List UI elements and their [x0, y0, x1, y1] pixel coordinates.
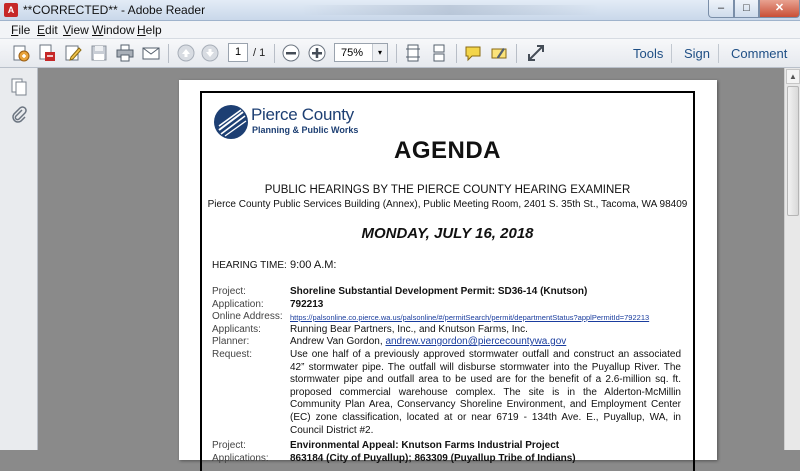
scrollbar-thumb[interactable]: [787, 86, 799, 216]
project-label: Project:: [212, 286, 246, 297]
pdf-page[interactable]: [179, 80, 717, 464]
agenda-frame: [200, 91, 695, 471]
hearing-subheading: PUBLIC HEARINGS BY THE PIERCE COUNTY HEARING EXAMINER: [264, 184, 631, 196]
hearing-date: MONDAY, JULY 16, 2018: [361, 225, 534, 242]
menu-view[interactable]: View: [63, 23, 89, 37]
save-icon[interactable]: [89, 43, 109, 63]
page-number-input[interactable]: 1: [228, 43, 248, 62]
toolbar: [0, 39, 800, 68]
application-value: 792213: [290, 299, 324, 310]
fit-page-icon[interactable]: [403, 43, 423, 63]
toolbar-separator: [456, 44, 457, 63]
sign-pane-button[interactable]: Sign: [684, 46, 711, 61]
toolbar-separator: [718, 44, 719, 63]
planner-label: Planner:: [212, 336, 250, 347]
navigation-pane: [0, 68, 38, 450]
export-icon[interactable]: [37, 43, 57, 63]
chevron-down-icon[interactable]: ▾: [372, 44, 387, 61]
zoom-out-icon[interactable]: [281, 43, 301, 63]
adobe-reader-app-icon: A: [4, 3, 18, 17]
document-area[interactable]: [38, 68, 800, 464]
scroll-up-icon[interactable]: ▲: [786, 69, 800, 84]
page-total: / 1: [253, 47, 266, 59]
toolbar-separator: [168, 44, 169, 63]
request-text: Use one half of a previously approved stormwater outfall and construct an associated 42” stormwater pipe. The outfall will disburse stormwater into the Puyallup River. The stormwater pipe and outfall area to be used are for the benefit of a 2.6-million sq. ft. proposed commercial warehouse complex. The site is in the Alderton-McMillin Community Plan Area, Conservancy Shoreline Environment, and Employment Center (EC) zone classification, located at or near 6719 - 134th Ave. E., Puyallup, WA, in Council District #2.: [290, 349, 681, 436]
application-label: Application:: [212, 299, 264, 310]
toolbar-separator: [274, 44, 275, 63]
vertical-scrollbar[interactable]: [784, 68, 800, 450]
online-address-link[interactable]: https://palsonline.co.pierce.wa.us/palsonline/#/permitSearch/permit/departmentStatus?applPermitId=792213: [290, 313, 650, 322]
fullscreen-icon[interactable]: [526, 43, 546, 63]
next-page-icon[interactable]: [200, 43, 220, 63]
menu-window[interactable]: Window: [92, 23, 135, 37]
project-value-2: Environmental Appeal: Knutson Farms Industrial Project: [290, 440, 560, 451]
online-address-label: Online Address:: [212, 311, 283, 322]
menu-edit[interactable]: Edit: [37, 23, 58, 37]
print-icon[interactable]: [115, 43, 135, 63]
zoom-in-icon[interactable]: [307, 43, 327, 63]
zoom-select[interactable]: [334, 43, 388, 62]
title-bar-blur: [300, 5, 600, 15]
applicants-label: Applicants:: [212, 324, 261, 335]
applications-value-2: 863184 (City of Puyallup); 863309 (Puyallup Tribe of Indians): [290, 453, 576, 464]
edit-icon[interactable]: [63, 43, 83, 63]
toolbar-separator: [396, 44, 397, 63]
toolbar-separator: [671, 44, 672, 63]
project-label-2: Project:: [212, 440, 246, 451]
attachments-icon[interactable]: [11, 106, 27, 124]
title-bar: [0, 0, 800, 21]
zoom-value: 75%: [341, 47, 364, 59]
pierce-county-logo: [213, 104, 249, 140]
email-icon[interactable]: [141, 43, 161, 63]
applications-label-2: Applications:: [212, 453, 269, 464]
logo-subtitle: Planning & Public Works: [252, 125, 359, 135]
toolbar-separator: [516, 44, 517, 63]
hearing-location: Pierce County Public Services Building (Annex), Public Meeting Room, 2401 S. 35th St., Tacoma, WA 98409: [207, 199, 688, 210]
project-value: Shoreline Substantial Development Permit: SD36-14 (Knutson): [290, 286, 588, 297]
scroll-mode-icon[interactable]: [429, 43, 449, 63]
agenda-heading: AGENDA: [393, 137, 501, 164]
close-button[interactable]: ✕: [759, 0, 800, 18]
prev-page-icon[interactable]: [176, 43, 196, 63]
applicants-value: Running Bear Partners, Inc., and Knutson Farms, Inc.: [290, 324, 528, 335]
menu-bar: [0, 21, 800, 39]
create-pdf-icon[interactable]: [11, 43, 31, 63]
hearing-time-value: 9:00 A.M:: [290, 259, 337, 271]
planner-email-link[interactable]: andrew.vangordon@piercecountywa.gov: [385, 336, 567, 347]
comment-icon[interactable]: [463, 43, 483, 63]
comment-pane-button[interactable]: Comment: [731, 46, 788, 61]
logo-name: Pierce County: [251, 105, 354, 124]
request-label: Request:: [212, 349, 253, 360]
minimize-button[interactable]: –: [708, 0, 734, 18]
pages-icon[interactable]: [11, 78, 27, 96]
maximize-button[interactable]: □: [734, 0, 759, 18]
menu-file[interactable]: File: [11, 23, 31, 37]
menu-help[interactable]: Help: [137, 23, 162, 37]
highlight-icon[interactable]: [489, 43, 509, 63]
planner-value: [290, 336, 566, 347]
planner-name: Andrew Van Gordon,: [290, 336, 383, 347]
hearing-time-label: HEARING TIME:: [212, 260, 287, 271]
tools-pane-button[interactable]: Tools: [633, 46, 664, 61]
window-title: **CORRECTED** - Adobe Reader: [23, 3, 206, 17]
